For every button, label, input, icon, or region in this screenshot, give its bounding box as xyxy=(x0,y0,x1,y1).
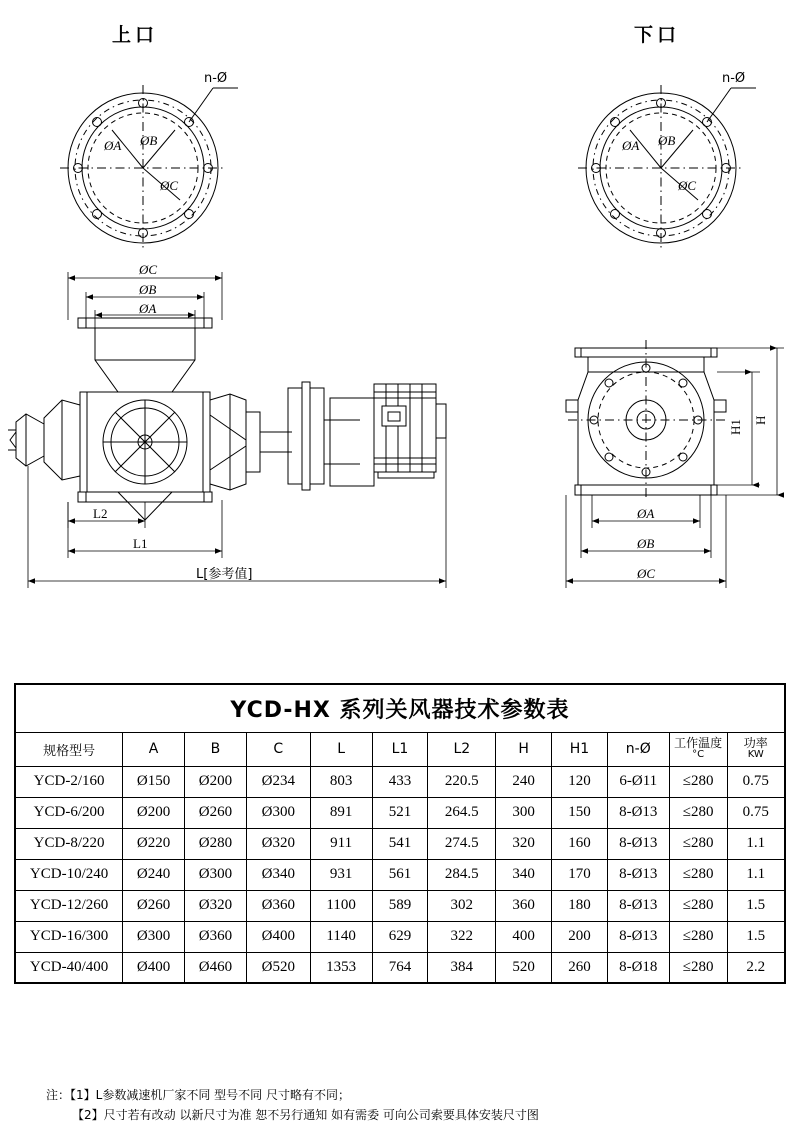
cell-power: 0.75 xyxy=(727,797,785,828)
cell-l2: 274.5 xyxy=(428,828,496,859)
cell-h: 300 xyxy=(496,797,552,828)
label-dia-c-bottom: ØC xyxy=(678,178,697,193)
cell-h1: 120 xyxy=(552,766,608,797)
cell-work-temp: ≤280 xyxy=(669,859,727,890)
cell-l: 1100 xyxy=(310,890,372,921)
cell-h1: 200 xyxy=(552,921,608,952)
header-work-temp-line2: °C xyxy=(692,749,705,761)
cell-c: Ø360 xyxy=(246,890,310,921)
cell-b: Ø460 xyxy=(185,952,247,983)
spec-table-body xyxy=(15,766,785,983)
view-title-bottom-port: 下口 xyxy=(634,24,681,46)
label-dia-a-bottom: ØA xyxy=(622,138,640,153)
header-l1: L1 xyxy=(372,732,428,766)
cell-a: Ø260 xyxy=(123,890,185,921)
cell-model: YCD-6/200 xyxy=(15,797,123,828)
cell-h: 340 xyxy=(496,859,552,890)
cell-c: Ø340 xyxy=(246,859,310,890)
dim-l1: L1 xyxy=(133,536,148,551)
dim-side-dia-a: ØA xyxy=(637,506,655,521)
front-dimension-lines xyxy=(28,272,446,588)
cell-l1: 433 xyxy=(372,766,428,797)
cell-l: 1353 xyxy=(310,952,372,983)
cell-work-temp: ≤280 xyxy=(669,828,727,859)
label-dia-a-top: ØA xyxy=(104,138,122,153)
cell-b: Ø320 xyxy=(185,890,247,921)
header-b: B xyxy=(185,732,247,766)
dim-h: H xyxy=(753,415,768,425)
cell-n-hole: 8-Ø18 xyxy=(607,952,669,983)
spec-table xyxy=(14,683,786,984)
cell-l2: 384 xyxy=(428,952,496,983)
label-n-hole-top: n-Ø xyxy=(204,71,228,86)
cell-l2: 264.5 xyxy=(428,797,496,828)
dim-l: L[参考值] xyxy=(196,567,253,582)
cell-l2: 302 xyxy=(428,890,496,921)
dim-dia-a: ØA xyxy=(139,301,157,316)
view-title-top-port: 上口 xyxy=(112,24,159,46)
dim-h1: H1 xyxy=(728,419,743,435)
cell-b: Ø260 xyxy=(185,797,247,828)
cell-power: 1.1 xyxy=(727,828,785,859)
cell-c: Ø300 xyxy=(246,797,310,828)
header-a: A xyxy=(123,732,185,766)
cell-n-hole: 8-Ø13 xyxy=(607,828,669,859)
cell-h: 520 xyxy=(496,952,552,983)
cell-n-hole: 8-Ø13 xyxy=(607,797,669,828)
cell-n-hole: 8-Ø13 xyxy=(607,890,669,921)
header-c: C xyxy=(246,732,310,766)
bottom-port-flange-view xyxy=(578,85,756,251)
table-row xyxy=(15,921,785,952)
cell-b: Ø360 xyxy=(185,921,247,952)
table-row xyxy=(15,828,785,859)
cell-work-temp: ≤280 xyxy=(669,952,727,983)
spec-table-container xyxy=(14,683,786,984)
dim-dia-c: ØC xyxy=(139,262,158,277)
cell-l1: 541 xyxy=(372,828,428,859)
cell-l: 931 xyxy=(310,859,372,890)
cell-n-hole: 6-Ø11 xyxy=(607,766,669,797)
label-dia-b-bottom: ØB xyxy=(658,133,676,148)
cell-a: Ø150 xyxy=(123,766,185,797)
header-power-line2: KW xyxy=(747,749,764,761)
table-row xyxy=(15,890,785,921)
cell-b: Ø200 xyxy=(185,766,247,797)
cell-h1: 180 xyxy=(552,890,608,921)
cell-l: 911 xyxy=(310,828,372,859)
table-row xyxy=(15,859,785,890)
cell-h: 360 xyxy=(496,890,552,921)
cell-b: Ø280 xyxy=(185,828,247,859)
dim-l2: L2 xyxy=(93,506,108,521)
cell-l: 803 xyxy=(310,766,372,797)
cell-model: YCD-16/300 xyxy=(15,921,123,952)
dim-side-dia-c: ØC xyxy=(637,566,656,581)
dim-side-dia-b: ØB xyxy=(637,536,655,551)
cell-power: 0.75 xyxy=(727,766,785,797)
label-dia-b-top: ØB xyxy=(140,133,158,148)
cell-a: Ø400 xyxy=(123,952,185,983)
cell-work-temp: ≤280 xyxy=(669,890,727,921)
spec-table-header-row xyxy=(15,732,785,766)
cell-power: 1.5 xyxy=(727,890,785,921)
cell-model: YCD-10/240 xyxy=(15,859,123,890)
label-n-hole-bottom: n-Ø xyxy=(722,71,746,86)
cell-l1: 764 xyxy=(372,952,428,983)
cell-a: Ø220 xyxy=(123,828,185,859)
cell-l2: 322 xyxy=(428,921,496,952)
side-elevation-view xyxy=(566,340,726,500)
cell-work-temp: ≤280 xyxy=(669,766,727,797)
header-power xyxy=(727,732,785,766)
cell-l: 891 xyxy=(310,797,372,828)
spec-table-title: YCD-HX 系列关风器技术参数表 xyxy=(15,684,785,732)
table-row xyxy=(15,797,785,828)
header-h1: H1 xyxy=(552,732,608,766)
cell-c: Ø520 xyxy=(246,952,310,983)
cell-n-hole: 8-Ø13 xyxy=(607,859,669,890)
front-elevation-view xyxy=(8,318,446,520)
cell-b: Ø300 xyxy=(185,859,247,890)
cell-l2: 220.5 xyxy=(428,766,496,797)
cell-power: 2.2 xyxy=(727,952,785,983)
cell-l1: 589 xyxy=(372,890,428,921)
cell-n-hole: 8-Ø13 xyxy=(607,921,669,952)
header-model: 规格型号 xyxy=(15,732,123,766)
note-line-2: 【2】尺寸若有改动 以新尺寸为准 恕不另行通知 如有需委 可向公司索要具体安装尺寸图 xyxy=(72,1107,539,1122)
cell-l2: 284.5 xyxy=(428,859,496,890)
cell-model: YCD-12/260 xyxy=(15,890,123,921)
header-l: L xyxy=(310,732,372,766)
cell-work-temp: ≤280 xyxy=(669,797,727,828)
notes-block xyxy=(46,1086,539,1126)
cell-a: Ø300 xyxy=(123,921,185,952)
cell-h: 320 xyxy=(496,828,552,859)
side-dimension-lines xyxy=(566,348,784,588)
cell-work-temp: ≤280 xyxy=(669,921,727,952)
table-row xyxy=(15,952,785,983)
label-dia-c-top: ØC xyxy=(160,178,179,193)
cell-power: 1.5 xyxy=(727,921,785,952)
cell-l: 1140 xyxy=(310,921,372,952)
top-port-flange-view xyxy=(60,85,238,251)
header-power-line1: 功率 xyxy=(743,736,768,751)
cell-l1: 521 xyxy=(372,797,428,828)
cell-model: YCD-40/400 xyxy=(15,952,123,983)
cell-l1: 561 xyxy=(372,859,428,890)
header-work-temp-line1: 工作温度 xyxy=(674,736,723,751)
cell-h1: 150 xyxy=(552,797,608,828)
header-l2: L2 xyxy=(428,732,496,766)
cell-model: YCD-2/160 xyxy=(15,766,123,797)
cell-l1: 629 xyxy=(372,921,428,952)
table-row xyxy=(15,766,785,797)
cell-model: YCD-8/220 xyxy=(15,828,123,859)
cell-h: 400 xyxy=(496,921,552,952)
header-h: H xyxy=(496,732,552,766)
cell-h: 240 xyxy=(496,766,552,797)
cell-c: Ø320 xyxy=(246,828,310,859)
cell-h1: 160 xyxy=(552,828,608,859)
cell-c: Ø400 xyxy=(246,921,310,952)
cell-h1: 170 xyxy=(552,859,608,890)
dim-dia-b: ØB xyxy=(139,282,157,297)
header-work-temp xyxy=(669,732,727,766)
cell-a: Ø240 xyxy=(123,859,185,890)
cell-h1: 260 xyxy=(552,952,608,983)
note-line-1: 注：【1】L参数减速机厂家不同 型号不同 尺寸略有不同； xyxy=(46,1088,350,1102)
cell-power: 1.1 xyxy=(727,859,785,890)
cell-a: Ø200 xyxy=(123,797,185,828)
header-n-hole: n-Ø xyxy=(607,732,669,766)
cell-c: Ø234 xyxy=(246,766,310,797)
